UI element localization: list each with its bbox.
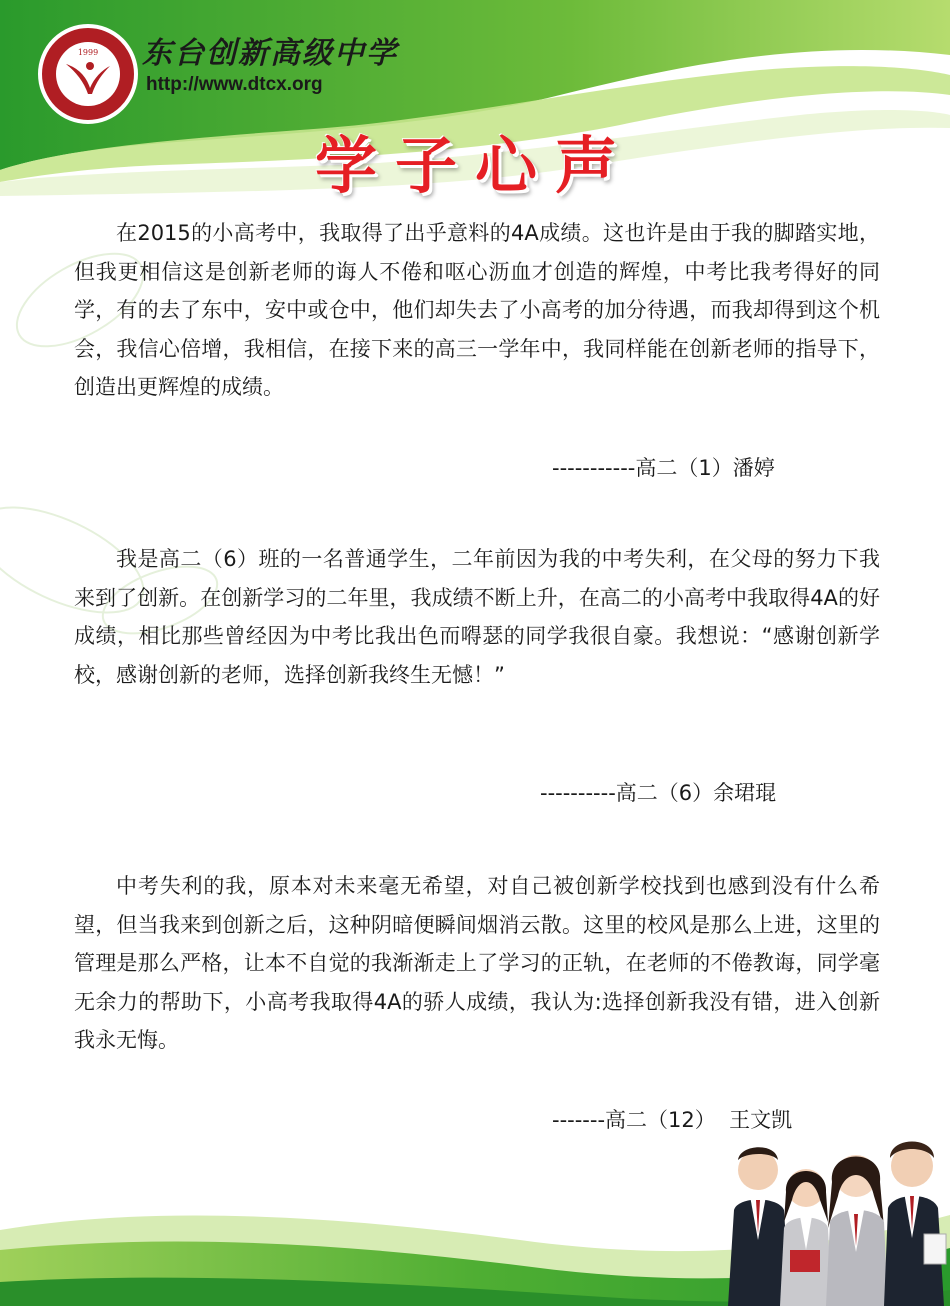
- emblem-year: 1999: [77, 48, 99, 57]
- emblem-bird-icon: [64, 58, 112, 98]
- school-website-link[interactable]: http://www.dtcx.org: [146, 74, 323, 95]
- testimonial-signature-2: ----------高二（6）余珺琨: [540, 781, 777, 805]
- testimonial-text-3: 中考失利的我，原本对未来毫无希望，对自己被创新学校找到也感到没有什么希望，但当我来到创新之后，这种阴暗便瞬间烟消云散。这里的校风是那么上进，这里的管理是那么严格，让本不自觉的我渐渐走上了学习的正轨，在老师的不倦教诲，同学毫无余力的帮助下，小高考我取得4A的骄人成绩，我认为:选择创新我没有错，进入创新我永无悔。: [74, 874, 880, 1052]
- testimonial-signature-1: -----------高二（1）潘婷: [552, 456, 775, 480]
- student-figure: [728, 1147, 790, 1306]
- testimonial-signature-3: -------高二（12） 王文凯: [552, 1108, 793, 1132]
- testimonial-text-1: 在2015的小高考中，我取得了出乎意料的4A成绩。这也许是由于我的脚踏实地，但我更相信这是创新老师的诲人不倦和呕心沥血才创造的辉煌，中考比我考得好的同学，有的去了东中，安中或仓中，他们却失去了小高考的加分待遇，而我却得到这个机会，我信心倍增，我相信，在接下来的高三一学年中，我同样能在创新老师的指导下，创造出更辉煌的成绩。: [74, 221, 880, 399]
- school-name: 东台创新高级中学: [142, 36, 398, 71]
- page-title: 学子心声: [314, 129, 635, 202]
- students-photo: [728, 1130, 950, 1306]
- testimonial-text-2: 我是高二（6）班的一名普通学生，二年前因为我的中考失利，在父母的努力下我来到了创新。在创新学习的二年里，我成绩不断上升，在高二的小高考中我取得4A的好成绩，相比那些曾经因为中考比我出色而嘚瑟的同学我很自豪。我想说：“感谢创新学校，感谢创新的老师，选择创新我终生无憾！”: [74, 547, 880, 687]
- school-emblem-icon: [38, 24, 138, 124]
